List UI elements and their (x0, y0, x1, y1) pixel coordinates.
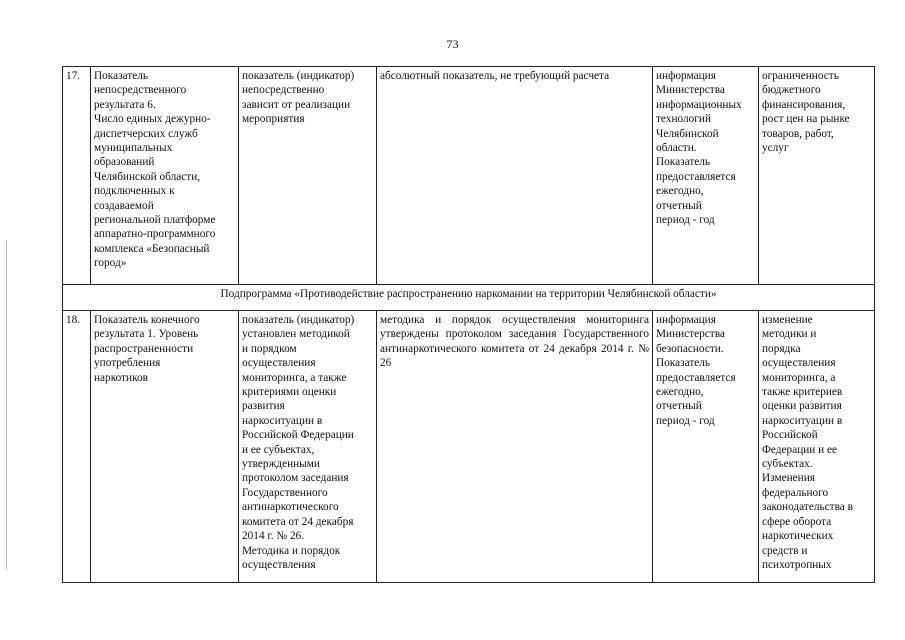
risk-factors-cell: ограниченность бюджетного финансирования, рост цен на рынке товаров, работ, услуг (759, 67, 875, 285)
table-row (63, 311, 875, 583)
indicator-type-cell: показатель (индикатор) установлен методикой и порядком осуществления мониторинга, а также критериями оценки развития наркоситуации в Российской Федерации и ее субъектах, утвержденными протоколом заседания Государственного антинаркотического комитета от 24 декабря 2014 г. № 26. Методика и порядок осуществления (239, 311, 377, 583)
calculation-method-cell: методика и порядок осуществления мониторинга утверждены протоколом заседания Государственного антинаркотического комитета от 24 декабря 2014 г. № 26 (377, 311, 653, 583)
data-source-cell: информация Министерства информационных технологий Челябинской области. Показатель предоставляется ежегодно, отчетный период - год (653, 67, 759, 285)
page-number: 73 (446, 37, 459, 51)
indicator-name-cell: Показатель непосредственного результата 6. Число единых дежурно- диспетчерских служб муниципальных образований Челябинской области, подключенных к создаваемой региональной платформе аппаратно-программного комплекса «Безопасный город» (91, 67, 239, 285)
data-source-cell: информация Министерства безопасности. Показатель предоставляется ежегодно, отчетный период - год (653, 311, 759, 583)
risk-factors-cell: изменение методики и порядка осуществления мониторинга, а также критериев оценки развития наркоситуации в Российской Федерации и ее субъектах. Изменения федерального законодательства в сфере оборота наркотических средств и психотропных (759, 311, 875, 583)
indicators-table (62, 66, 875, 583)
subprogram-header-row (63, 285, 875, 311)
indicator-type-cell: показатель (индикатор) непосредственно зависит от реализации мероприятия (239, 67, 377, 285)
table-row (63, 67, 875, 285)
row-number: 17. (63, 67, 91, 285)
subprogram-title: Подпрограмма «Противодействие распространению наркомании на территории Челябинской области» (63, 285, 875, 311)
scan-edge-line (6, 240, 7, 570)
calculation-method-cell: абсолютный показатель, не требующий расчета (377, 67, 653, 285)
indicator-name-cell: Показатель конечного результата 1. Уровень распространенности употребления наркотиков (91, 311, 239, 583)
row-number: 18. (63, 311, 91, 583)
